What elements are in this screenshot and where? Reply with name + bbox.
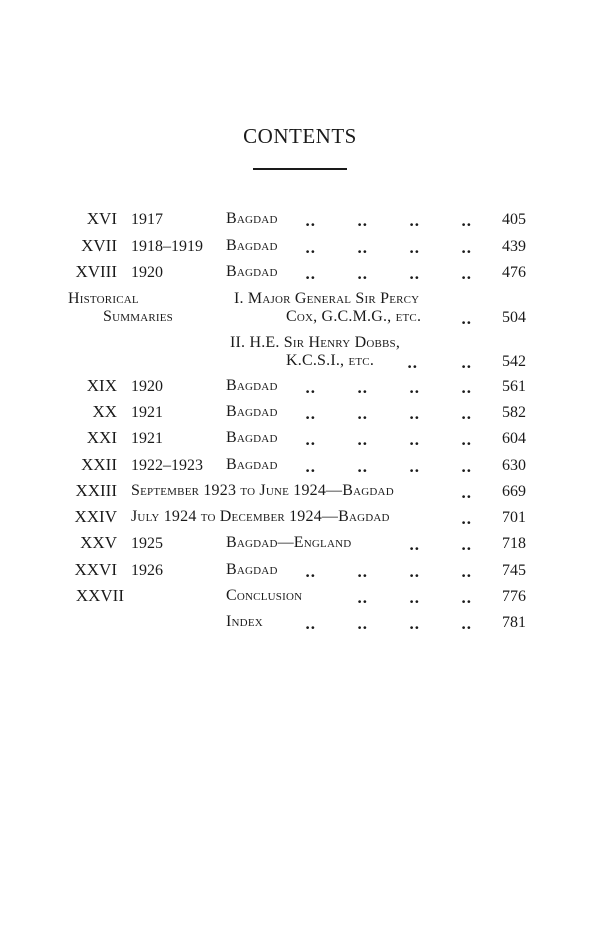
chapter-number: XXIII <box>75 481 117 500</box>
leader-dot: .. <box>461 484 472 502</box>
chapter-date: 1925 <box>131 535 163 552</box>
chapter-number: XVIII <box>75 262 117 281</box>
page-number: 582 <box>502 404 526 421</box>
leader-dot: .. <box>305 239 316 257</box>
leader-dot: .. <box>461 379 472 397</box>
chapter-date: 1920 <box>131 378 163 395</box>
leader-dot: .. <box>357 379 368 397</box>
chapter-number: XVI <box>86 209 117 228</box>
page-number: 630 <box>502 457 526 474</box>
chapter-date: 1917 <box>131 211 163 228</box>
page-number: 439 <box>502 238 526 255</box>
leader-dot: .. <box>357 615 368 633</box>
summary-one-line1: I. Major General Sir Percy <box>234 290 420 307</box>
leader-dot: .. <box>409 212 420 230</box>
page-number: 745 <box>502 562 526 579</box>
page-number: 405 <box>502 211 526 228</box>
leader-dot: .. <box>305 265 316 283</box>
chapter-title: July 1924 to December 1924—Bagdad <box>131 508 390 525</box>
leader-dot: .. <box>461 239 472 257</box>
chapter-title: Bagdad <box>226 210 278 227</box>
leader-dot: .. <box>305 212 316 230</box>
leader-dot: .. <box>461 458 472 476</box>
leader-dot: .. <box>305 458 316 476</box>
chapter-number: XXVII <box>75 586 124 605</box>
chapter-number: XXI <box>86 428 117 447</box>
leader-dot: .. <box>409 458 420 476</box>
page-number: 701 <box>502 509 526 526</box>
chapter-title: Conclusion <box>226 587 303 604</box>
chapter-date: 1918–1919 <box>131 238 203 255</box>
chapter-title: Bagdad <box>226 561 278 578</box>
leader-dot: .. <box>357 265 368 283</box>
chapter-number: XXII <box>81 455 117 474</box>
chapter-title: Bagdad <box>226 456 278 473</box>
page-number: 669 <box>502 483 526 500</box>
leader-dot: .. <box>305 405 316 423</box>
chapter-title: Bagdad <box>226 263 278 280</box>
summary-two-line2: K.C.S.I., etc. <box>286 352 375 369</box>
page-number: 504 <box>502 309 526 326</box>
leader-dot: .. <box>357 239 368 257</box>
page-number: 776 <box>502 588 526 605</box>
leader-dot: .. <box>461 563 472 581</box>
leader-dot: .. <box>409 536 420 554</box>
leader-dot: .. <box>461 265 472 283</box>
summary-two-line1: II. H.E. Sir Henry Dobbs, <box>230 334 401 351</box>
chapter-title: Index <box>226 613 263 630</box>
leader-dot: .. <box>357 589 368 607</box>
chapter-title: September 1923 to June 1924—Bagdad <box>131 482 394 499</box>
leader-dot: .. <box>461 589 472 607</box>
summaries-label: Summaries <box>103 308 173 325</box>
page-number: 476 <box>502 264 526 281</box>
chapter-date: 1926 <box>131 562 163 579</box>
page-number: 604 <box>502 430 526 447</box>
leader-dot: .. <box>409 563 420 581</box>
chapter-date: 1922–1923 <box>131 457 203 474</box>
leader-dot: .. <box>357 212 368 230</box>
contents-heading: CONTENTS <box>243 124 357 148</box>
chapter-number: XXV <box>80 533 117 552</box>
leader-dot: .. <box>461 615 472 633</box>
chapter-number: XXIV <box>74 507 117 526</box>
page-number: 561 <box>502 378 526 395</box>
leader-dot: .. <box>409 379 420 397</box>
leader-dot: .. <box>357 431 368 449</box>
leader-dot: .. <box>409 405 420 423</box>
leader-dot: .. <box>409 589 420 607</box>
leader-dot: .. <box>409 265 420 283</box>
leader-dot: .. <box>461 354 472 372</box>
leader-dot: .. <box>461 536 472 554</box>
chapter-title: Bagdad—England <box>226 534 352 551</box>
page-number: 718 <box>502 535 526 552</box>
leader-dot: .. <box>407 354 418 372</box>
leader-dot: .. <box>357 563 368 581</box>
leader-dot: .. <box>409 239 420 257</box>
chapter-number: XIX <box>86 376 117 395</box>
leader-dot: .. <box>461 510 472 528</box>
chapter-date: 1921 <box>131 404 163 421</box>
chapter-date: 1921 <box>131 430 163 447</box>
leader-dot: .. <box>305 431 316 449</box>
leader-dot: .. <box>461 431 472 449</box>
chapter-date: 1920 <box>131 264 163 281</box>
leader-dot: .. <box>357 405 368 423</box>
leader-dot: .. <box>409 615 420 633</box>
leader-dot: .. <box>409 431 420 449</box>
leader-dot: .. <box>461 310 472 328</box>
leader-dot: .. <box>461 405 472 423</box>
leader-dot: .. <box>305 615 316 633</box>
chapter-number: XXVI <box>74 560 117 579</box>
chapter-number: XX <box>92 402 117 421</box>
chapter-title: Bagdad <box>226 403 278 420</box>
page-number: 781 <box>502 614 526 631</box>
chapter-number: XVII <box>81 236 117 255</box>
leader-dot: .. <box>305 563 316 581</box>
leader-dot: .. <box>357 458 368 476</box>
leader-dot: .. <box>305 379 316 397</box>
summary-one-line2: Cox, G.C.M.G., etc. <box>286 308 422 325</box>
page-number: 542 <box>502 353 526 370</box>
chapter-title: Bagdad <box>226 429 278 446</box>
leader-dot: .. <box>461 212 472 230</box>
chapter-title: Bagdad <box>226 377 278 394</box>
chapter-title: Bagdad <box>226 237 278 254</box>
historical-label: Historical <box>68 290 139 307</box>
